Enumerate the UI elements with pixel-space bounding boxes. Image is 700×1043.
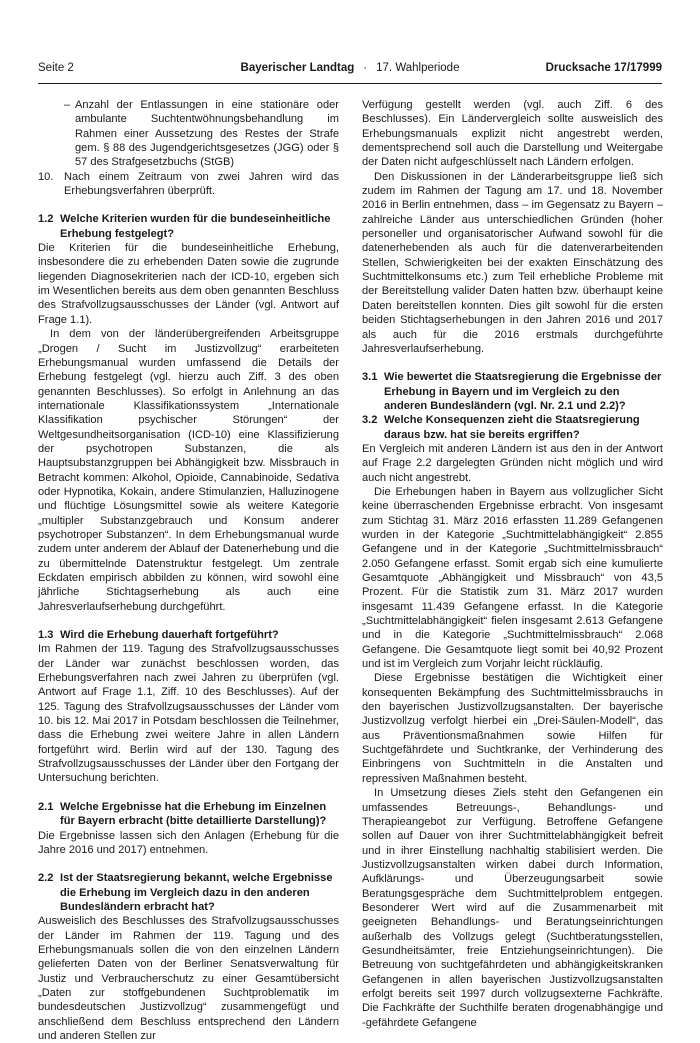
section-title: Wird die Erhebung dauerhaft fortgeführt? (60, 629, 279, 642)
paragraph: In Umsetzung dieses Ziels steht den Gefangenen ein umfassendes Betreuungs-, Behandlungs- und Therapieangebot zur Verfügung. Betroffene Gefangene sollen auf Dauer von ihrer Suchtmittelabhängigkeit befreit und in ihrer Einstellung nachhaltig stabilisiert werden. Die Justizvollzugsanstalten wirken dabei durch Information, Aufklärungs- und Überzeugungsarbeit sowie Beratungsgespräche dem Suchtmittelproblem entgegen. Besonderer Wert wird auf die Zusammenarbeit mit geeigneten Behandlungs- und Beratungseinrichtungen außerhalb des Vollzugs gelegt (Suchtberatungsstellen, Gesundheitsämter, freie Entziehungseinrichtungen). Die Betreuung von suchtgefährdeten und abhängigkeitskranken Gefangenen in allen bayerischen Justizvollzugsanstalten erfolgt bereits seit 1997 durch vollzugsexterne Fachkräfte. Die Fachkräfte der Suchthilfe beraten drogenabhängige und -gefährdete Gefangene (362, 787, 663, 1029)
section-number: 1.3 (38, 629, 54, 642)
section-number: 1.2 (38, 213, 54, 226)
list-marker: 10. (38, 170, 54, 183)
page-header (38, 62, 662, 80)
header-rule (38, 83, 662, 84)
paragraph: Diese Ergebnisse bestätigen die Wichtigkeit einer konsequenten Bekämpfung des Suchtmittelmissbrauchs in den bayerischen Justizvollzugsanstalten. Der bayerische Justizvollzug verfolgt hierbei ein „Drei-Säulen-Modell“, das aus Präventionsmaßnahmen sowie Hilfen für Suchtgefährdete und Suchtkranke, der Verhinderung des Einbringens von Suchtmitteln in die Anstalten und repressiven Maßnahmen besteht. (362, 672, 663, 785)
section-heading-2-2 (38, 871, 339, 914)
list-text: Nach einem Zeitraum von zwei Jahren wird das Erhebungsverfahren überprüft. (64, 170, 339, 198)
list-item (38, 98, 339, 170)
section-heading-2-1 (38, 800, 339, 829)
list-item (38, 170, 339, 199)
paragraph: Die Kriterien für die bundeseinheitliche Erhebung, insbesondere die zu erhebenden Daten sowie die zugrunde liegenden Diagnosekriterien nach der ICD-10, ergeben sich im Wesentlichen bereits aus dem oben genannten Beschluss des Strafvollzugsausschusses der Länder (vgl. Antwort auf Frage 1.1). (38, 242, 339, 326)
section-title: Welche Ergebnisse hat die Erhebung im Einzelnen für Bayern erbracht (bitte detaillierte Darstellung)? (60, 800, 327, 828)
paragraph: Den Diskussionen in der Länderarbeitsgruppe ließ sich zudem im Rahmen der Tagung am 17. und 18. November 2016 in Berlin entnehmen, dass – im Gegensatz zu Bayern – zahlreiche Länder aus unterschiedlichen Gründen (hoher personeller und organisatorischer Aufwand sowohl für die datenerhebenden als auch für die datenverarbeitenden Stellen, Schwierigkeiten bei der exakten Einschätzung des Suchtmittelkonsums etc.) zum Teil erhebliche Probleme mit der Bereitstellung valider Daten hatten bzw. überhaupt keine Daten bereitstellen konnten. Dies gilt sowohl für die ersten beiden Stichtagserhebungen in den Jahren 2016 und 2017 als auch für die 2016 erstmals durchgeführte Jahresverlaufserhebung. (362, 170, 663, 355)
section-heading-1-3 (38, 628, 339, 642)
section-number: 2.1 (38, 800, 54, 813)
section-heading-3-1 (362, 370, 663, 413)
paragraph: Die Ergebnisse lassen sich den Anlagen (Erhebung für die Jahre 2016 und 2017) entnehmen. (38, 829, 339, 856)
paragraph: Ausweislich des Beschlusses des Strafvollzugsausschusses der Länder im Rahmen der 119. Tagung und des Erhebungsmanuals sollen die von den einzelnen Ländern gelieferten Daten von der Berliner Senatsverwaltung für Justiz und Verbraucherschutz zu einer Gesamtübersicht „Daten zur stoffgebundenen Suchtproblematik im bundesdeutschen Justizvollzug“ zusammengefügt und anschließend dem Beschluss entsprechend den Ländern und anderen Stellen zur (38, 915, 339, 1042)
header-separator: · (363, 62, 368, 74)
list-marker: – (64, 99, 71, 111)
paragraph: Die Erhebungen haben in Bayern aus vollzuglicher Sicht keine überraschenden Ergebnisse erbracht. Von insgesamt zum Stichtag 31. März 2016 erfassten 11.289 Gefangenen wurden in der Kategorie „Suchtmittelabhängigkeit“ 2.855 Gefangene und in der Kategorie „Suchtmittelmissbrauch“ 2.050 Gefangene erfasst. Somit ergab sich eine kumulierte Gesamtquote „Abhängigkeit und Missbrauch“ von 43,5 Prozent. Für die Statistik zum 31. März 2017 wurden insgesamt 11.439 Gefangene erfasst. In die Kategorie „Suchtmittelabhängigkeit“ fielen insgesamt 2.613 Gefangene und in die Kategorie „Suchtmittelmissbrauch“ 2.068 Gefangene. Die Gesamtquote liegt somit bei 40,92 Prozent und ist im Vergleich zum Vorjahr leicht rückläufig. (362, 485, 663, 671)
section-title: Ist der Staatsregierung bekannt, welche Ergebnisse die Erhebung im Vergleich dazu in den anderen Bundesländern erbracht hat? (60, 872, 333, 913)
section-number: 3.2 (362, 414, 378, 427)
paragraph: In dem von der länderübergreifenden Arbeitsgruppe „Drogen / Sucht im Justizvollzug“ erarbeiteten Erhebungsmanual wurden umfassend die Details der Erhebung festgelegt (vgl. hierzu auch Ziff. 3 des oben genannten Beschlusses). So erfolgt in Anlehnung an das internationale Klassifikationssystem „Internationale Klassifikation psychischer Störungen“ der Weltgesundheitsorganisation (ICD-10) eine Klassifizierung der psychotropen Substanzen, die als Hauptsubstanzgruppen bei Abhängigkeit bzw. Missbrauch in Betracht kommen: Alkohol, Opioide, Cannabinoide, Sedativa oder Hypnotika, Kokain, andere Stimulanzien, Halluzinogene und flüchtige Lösungsmittel sowie als weitere Kategorie „multipler Substanzgebrauch und Konsum anderer psychotroper Substanzen“. In dem Erhebungsmanual wurde zudem unter anderem der Ablauf der Datenerhebung und die zu übermittelnde Datenstruktur festgelegt. Um zentrale Eckdaten empirisch abbilden zu können, wird sowohl eine jährliche Stichtagserhebung als auch eine Jahresverlaufserhebung durchgeführt. (38, 328, 339, 613)
paragraph: En Vergleich mit anderen Ländern ist aus den in der Antwort auf Frage 2.2 dargelegten Gründen nicht möglich und wird auch nicht angestrebt. (362, 442, 663, 484)
list-text: Anzahl der Entlassungen in eine stationäre oder ambulante Suchtentwöhnungsbehandlung im Rahmen einer Aussetzung des Restes der Strafe gem. § 88 des Jugendgerichtsgesetzes (JGG) oder § 57 des Strafgesetzbuchs (StGB) (75, 99, 339, 169)
section-heading-1-2 (38, 212, 339, 241)
section-title: Welche Kriterien wurden für die bundeseinheitliche Erhebung festgelegt? (60, 213, 331, 240)
section-title: Wie bewertet die Staatsregierung die Ergebnisse der Erhebung in Bayern und im Vergleich zu den anderen Bundesländern (vgl. Nr. 2.1 und 2.2)? (384, 371, 662, 412)
document-number: Drucksache 17/17999 (545, 62, 662, 74)
paragraph: Im Rahmen der 119. Tagung des Strafvollzugsausschusses der Länder war zunächst beschlossen worden, das Erhebungsverfahren nach zwei Jahren zu überprüfen (vgl. Antwort auf Frage 1.1, Ziff. 10 des Beschlusses). Auf der 125. Tagung des Strafvollzugsausschusses der Länder vom 10. bis 12. Mai 2017 in Potsdam beschlossen die Teilnehmer, dass die Erhebung zwei weitere Jahre in allen Ländern fortgeführt wird. Berlin wird auf der 130. Tagung des Strafvollzugsausschusses der Länder über den Fortgang der Untersuchung berichten. (38, 643, 339, 785)
page-number: Seite 2 (38, 62, 74, 74)
section-title: Welche Konsequenzen zieht die Staatsregierung daraus bzw. hat sie bereits ergriffen? (384, 414, 640, 441)
left-column (38, 98, 339, 1043)
section-heading-3-2 (362, 413, 663, 442)
right-column (362, 98, 663, 1030)
section-number: 3.1 (362, 371, 378, 384)
paragraph: Verfügung gestellt werden (vgl. auch Ziff. 6 des Beschlusses). Ein Ländervergleich sollte ausweislich des Erhebungsmanuals explizit nicht angestrebt werden, dementsprechend soll auch die Darstellung und Weitergabe der Daten nicht aufgeschlüsselt nach Ländern erfolgen. (362, 99, 663, 169)
legislative-period: 17. Wahlperiode (376, 62, 460, 74)
section-number: 2.2 (38, 872, 54, 885)
parliament-name: Bayerischer Landtag (240, 62, 355, 74)
